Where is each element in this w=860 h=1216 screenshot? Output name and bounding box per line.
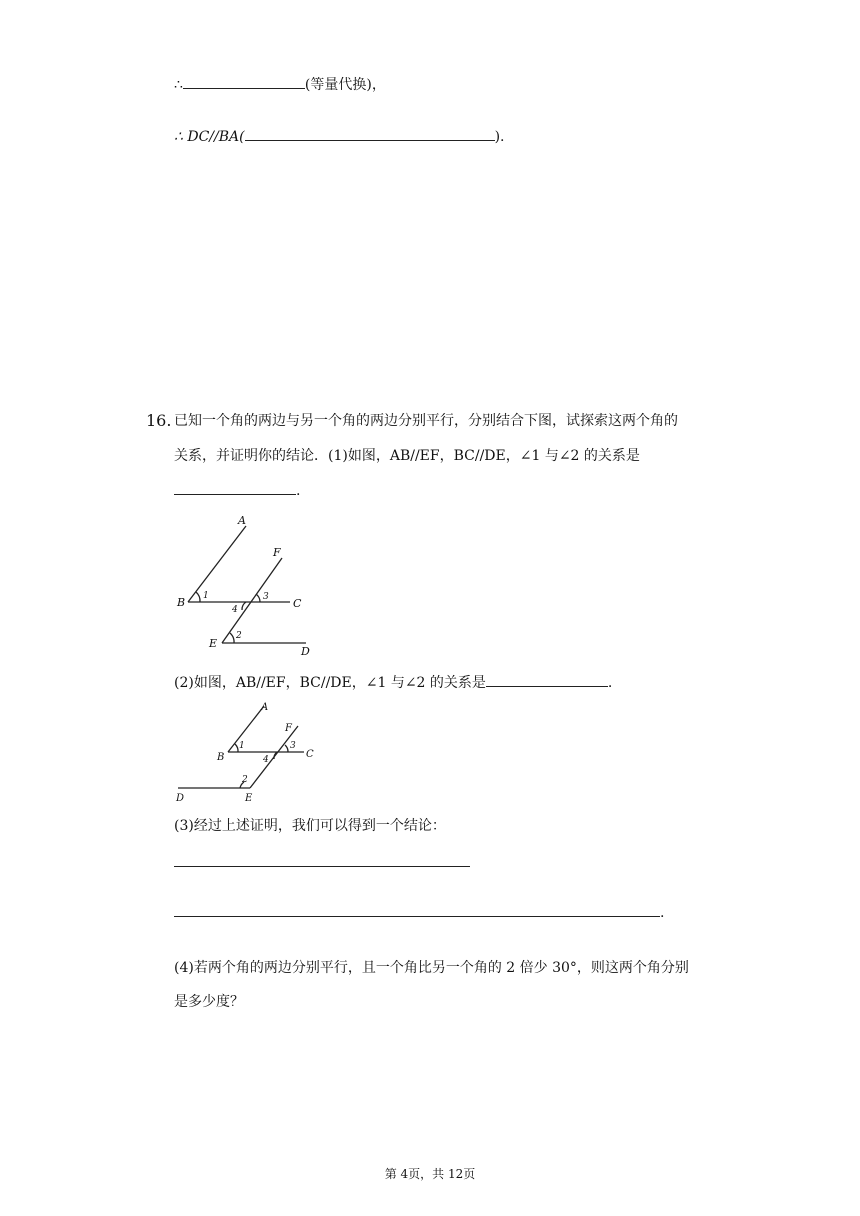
label-angle-1: 1: [239, 741, 245, 751]
label-angle-3: 3: [263, 592, 269, 602]
angle-1-arc: [196, 592, 200, 602]
label-b: B: [177, 596, 186, 609]
label-e: E: [209, 637, 218, 650]
label-d: D: [301, 645, 310, 658]
period: .: [660, 905, 665, 921]
answer-blank-3[interactable]: [174, 480, 296, 495]
page-footer: 第 4页，共 12页: [384, 1167, 476, 1181]
part-4-line-2: 是多少度？: [174, 994, 244, 1010]
part-3-blank-line: [174, 902, 664, 923]
label-a: A: [238, 514, 246, 527]
period: .: [607, 675, 613, 691]
part-4-line-1: (4)若两个角的两边分别平行，且一个角比另一个角的 2 倍少 30°，则这两个角分别: [174, 960, 689, 976]
conclusion-line: [174, 126, 505, 147]
label-angle-1: 1: [203, 591, 209, 601]
line-ba: [188, 526, 246, 602]
label-e: E: [245, 793, 253, 804]
part-2-text: (2)如图，AB//EF，BC//DE，∠1 与∠2 的关系是: [174, 675, 486, 691]
question-text-line-2: 关系，并证明你的结论．(1)如图，AB//EF，BC//DE，∠1 与∠2 的关系是: [174, 448, 640, 464]
label-angle-3: 3: [290, 741, 296, 751]
question-line-3: [174, 480, 300, 501]
part-3-text: (3)经过上述证明，我们可以得到一个结论：: [174, 818, 446, 834]
part-2-line: [174, 672, 612, 693]
angle-3-arc: [256, 594, 260, 602]
label-angle-2: 2: [242, 775, 248, 785]
label-c: C: [293, 597, 302, 610]
line-ba: [228, 706, 264, 752]
label-angle-4: 4: [232, 605, 238, 615]
conclusion-prefix: ∴ DC//BA(: [174, 129, 245, 145]
label-a: A: [261, 702, 269, 713]
reason-text: (等量代换)，: [304, 77, 386, 93]
figure-1-diagram: [172, 510, 322, 660]
label-f: F: [285, 723, 292, 734]
label-angle-4: 4: [263, 755, 269, 765]
line-ef: [222, 558, 282, 643]
label-f: F: [273, 546, 281, 559]
conclusion-suffix: ).: [494, 129, 505, 145]
answer-blank-6[interactable]: [174, 902, 660, 917]
answer-blank-4[interactable]: [486, 672, 608, 687]
label-b: B: [217, 752, 225, 763]
figure-2-diagram: [172, 698, 332, 808]
label-c: C: [306, 749, 314, 760]
label-angle-2: 2: [236, 631, 242, 641]
angle-1-arc: [235, 744, 238, 752]
period: .: [296, 483, 301, 499]
equal-substitution-line: [174, 74, 386, 95]
angle-3-arc: [285, 745, 288, 752]
answer-blank-5[interactable]: [174, 852, 470, 867]
question-number: 16.: [146, 411, 172, 430]
angle-2-arc: [230, 633, 234, 643]
answer-blank-1[interactable]: [183, 74, 305, 89]
therefore-symbol: ∴: [174, 77, 183, 93]
answer-blank-2[interactable]: [245, 126, 495, 141]
question-text-line-1: 已知一个角的两边与另一个角的两边分别平行，分别结合下图，试探索这两个角的: [174, 413, 678, 429]
label-d: D: [176, 793, 185, 804]
